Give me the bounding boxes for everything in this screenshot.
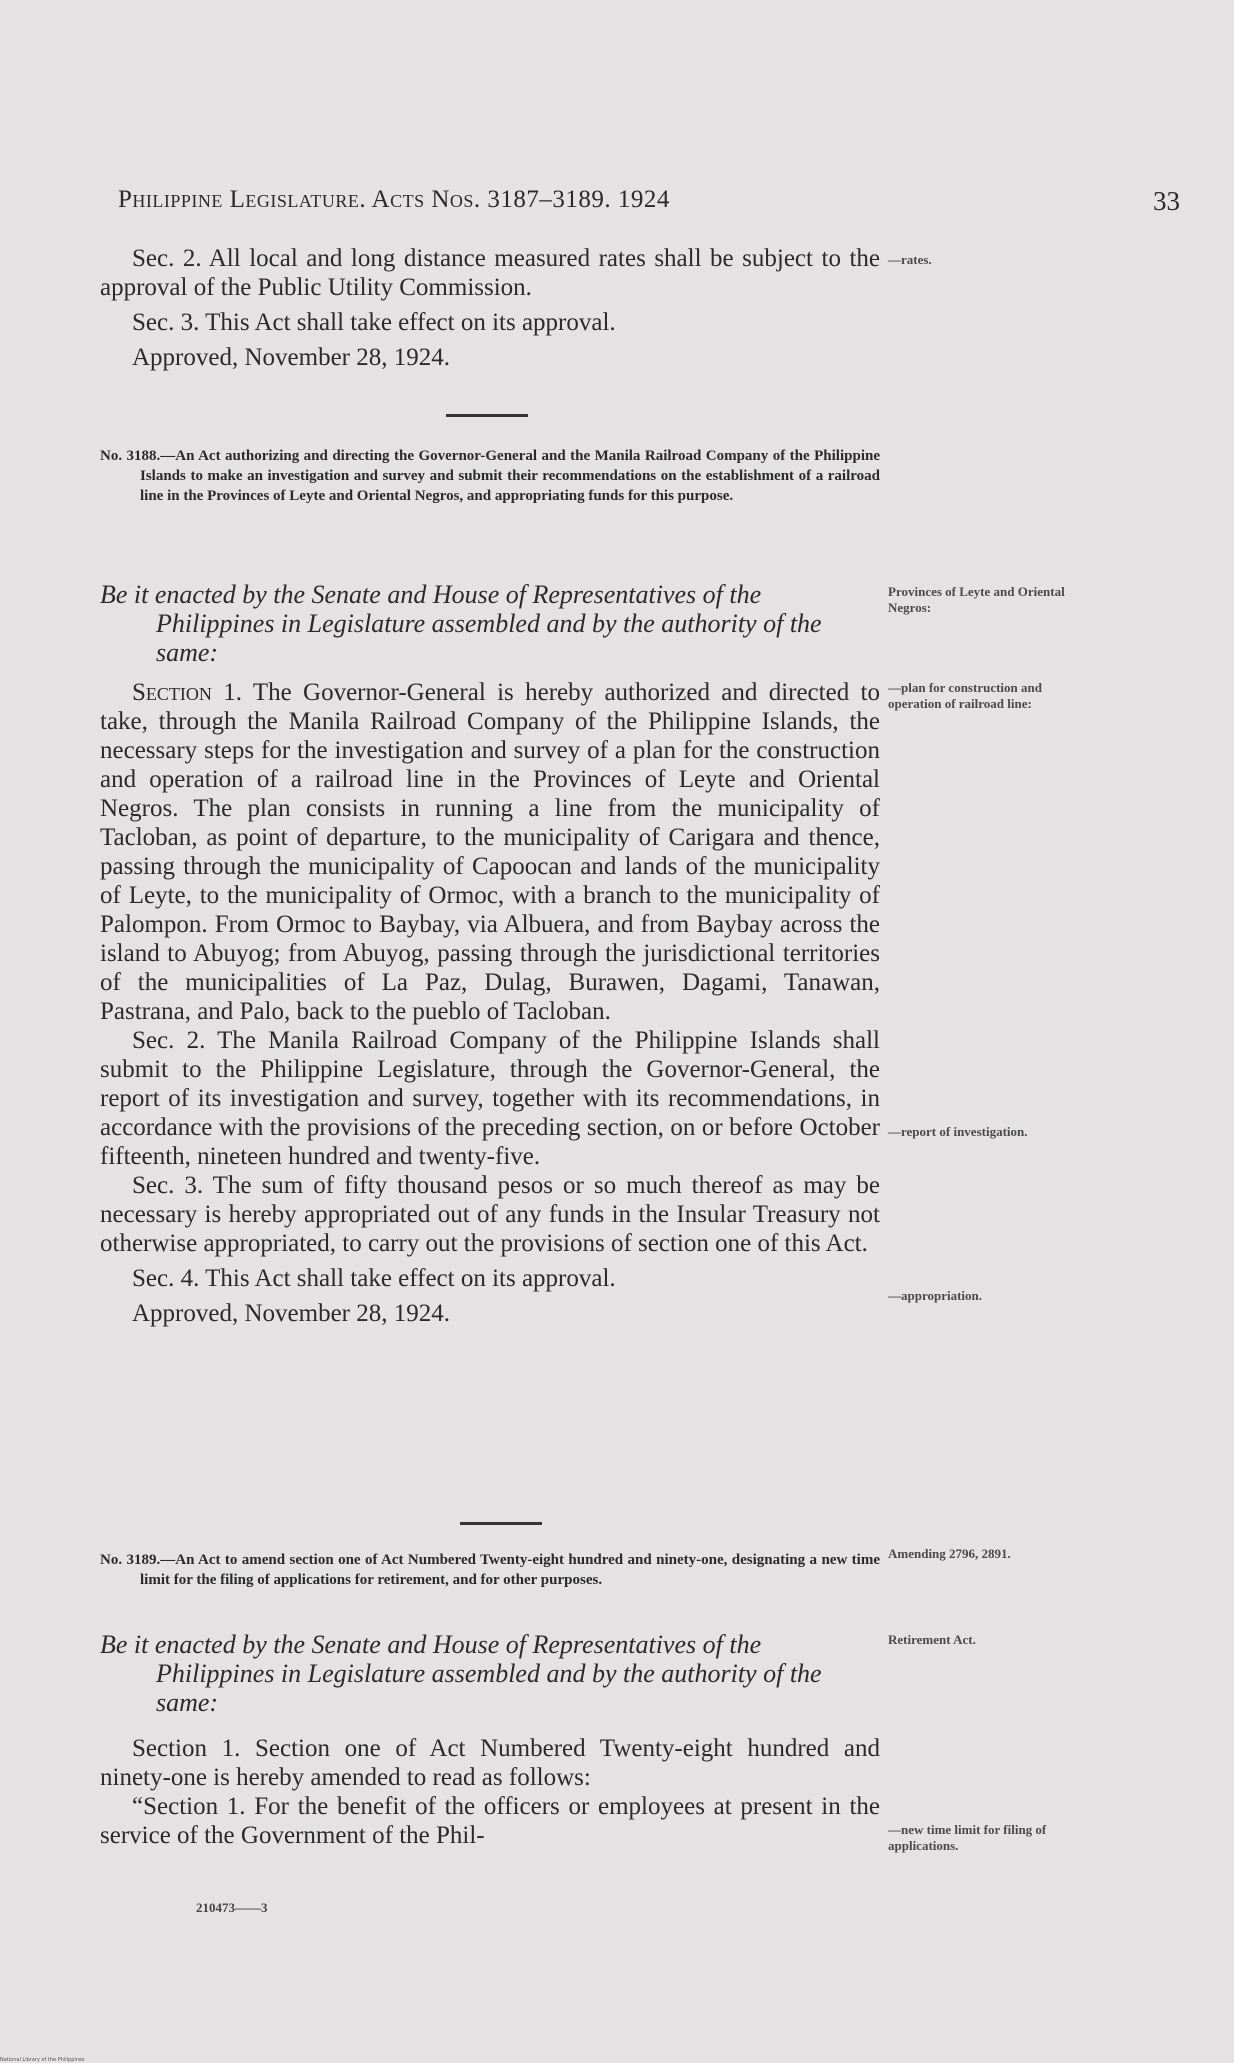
margin-note-plan: —plan for construction and operation of railroad line: xyxy=(888,680,1042,711)
margin-note-rates: —rates. xyxy=(888,252,932,267)
printer-signature: 210473——3 xyxy=(196,1900,268,1915)
margin-note-provinces: Provinces of Leyte and Oriental Negros: xyxy=(888,584,1065,615)
act-3188-title: No. 3188.—An Act authorizing and directing the Governor-General and the Manila Railroad Company of the Philippine Islands to make an investigation and survey and submit their recommendations on the establishment of a railroad line in the Provinces of Leyte and Oriental Negros, and appropriating funds for this purpose. xyxy=(100,448,880,504)
act-3189-title: No. 3189.—An Act to amend section one of Act Numbered Twenty-eight hundred and ninety-one, designating a new time limit for the filing of applications for retirement, and for other purposes. xyxy=(100,1552,880,1588)
margin-note-appropriation: —appropriation. xyxy=(888,1288,983,1303)
margin-note-retirement: Retirement Act. xyxy=(888,1632,976,1647)
act-3187-approved: Approved, November 28, 1924. xyxy=(132,344,450,371)
margin-note-amending: Amending 2796, 2891. xyxy=(888,1546,1011,1561)
archive-tag: National Library of the Philippines xyxy=(0,2057,85,2063)
margin-note-report: —report of investigation. xyxy=(888,1124,1028,1139)
act-3189-title-block xyxy=(100,1550,880,1590)
act-3187-sec-3: Sec. 3. This Act shall take effect on its approval. xyxy=(132,309,616,336)
act-3188-body xyxy=(100,678,880,1328)
act-3188-enacting-clause: Be it enacted by the Senate and House of Representatives of the Philippines in Legislature assembled and by the authority of the same: xyxy=(100,580,822,667)
act-3188-section-1 xyxy=(100,678,880,1026)
act-3189-body xyxy=(100,1734,880,1850)
act-3188-sec-4: Sec. 4. This Act shall take effect on its approval. xyxy=(132,1265,616,1292)
act-3188-approved: Approved, November 28, 1924. xyxy=(132,1300,450,1327)
act-3187-sec-2: Sec. 2. All local and long distance measured rates shall be subject to the approval of the Public Utility Commission. xyxy=(100,245,880,301)
running-head: Philippine Legislature. Acts Nos. 3187–3189. 1924 xyxy=(118,186,670,213)
act-3188-title-block xyxy=(100,446,880,506)
act-3188-sec-2: Sec. 2. The Manila Railroad Company of the Philippine Islands shall submit to the Philippine Legislature, through the Governor-General, the report of its investigation and survey, together with its recommendations, in accordance with the provisions of the preceding section, on or before October fifteenth, nineteen hundred and twenty-five. xyxy=(100,1027,880,1170)
act-3189-enacting-block xyxy=(100,1630,880,1717)
section-1-text: The Governor-General is hereby authorized and directed to take, through the Manila Railroad Company of the Philippine Islands, the necessary steps for the investigation and survey of a plan for the construction and operation of a railroad line in the Provinces of Leyte and Oriental Negros. The plan consists in running a line from the municipality of Tacloban, as point of departure, to the municipality of Carigara and thence, passing through the municipality of Capoocan and lands of the municipality of Leyte, to the municipality of Ormoc, with a branch to the municipality of Palompon. From Ormoc to Baybay, via Albuera, and from Baybay across the island to Abuyog; from Abuyog, passing through the jurisdictional territories of the municipalities of La Paz, Dulag, Burawen, Dagami, Tanawan, Pastrana, and Palo, back to the pueblo of Tacloban. xyxy=(100,679,880,1025)
act-3189-quoted-section: “Section 1. For the benefit of the officers or employees at present in the service of the Government of the Phil- xyxy=(100,1793,880,1849)
act-3189-enacting-clause: Be it enacted by the Senate and House of Representatives of the Philippines in Legislature assembled and by the authority of the same: xyxy=(100,1630,822,1717)
section-divider xyxy=(446,414,528,417)
act-3188-sec-3: Sec. 3. The sum of fifty thousand pesos or so much thereof as may be necessary is hereby appropriated out of any funds in the Insular Treasury not otherwise appropriated, to carry out the provisions of section one of this Act. xyxy=(100,1172,880,1257)
margin-note-new-time-limit: —new time limit for filing of applications. xyxy=(888,1822,1047,1853)
section-divider-2 xyxy=(460,1522,542,1525)
page-number: 33 xyxy=(1153,186,1180,216)
act-3188-enacting-block xyxy=(100,580,880,667)
section-1-label: Section 1. xyxy=(132,679,242,706)
act-3189-section-1: Section 1. Section one of Act Numbered Twenty-eight hundred and ninety-one is hereby amended to read as follows: xyxy=(100,1735,880,1791)
act-3187-end xyxy=(100,244,880,372)
page-header xyxy=(118,186,1180,226)
